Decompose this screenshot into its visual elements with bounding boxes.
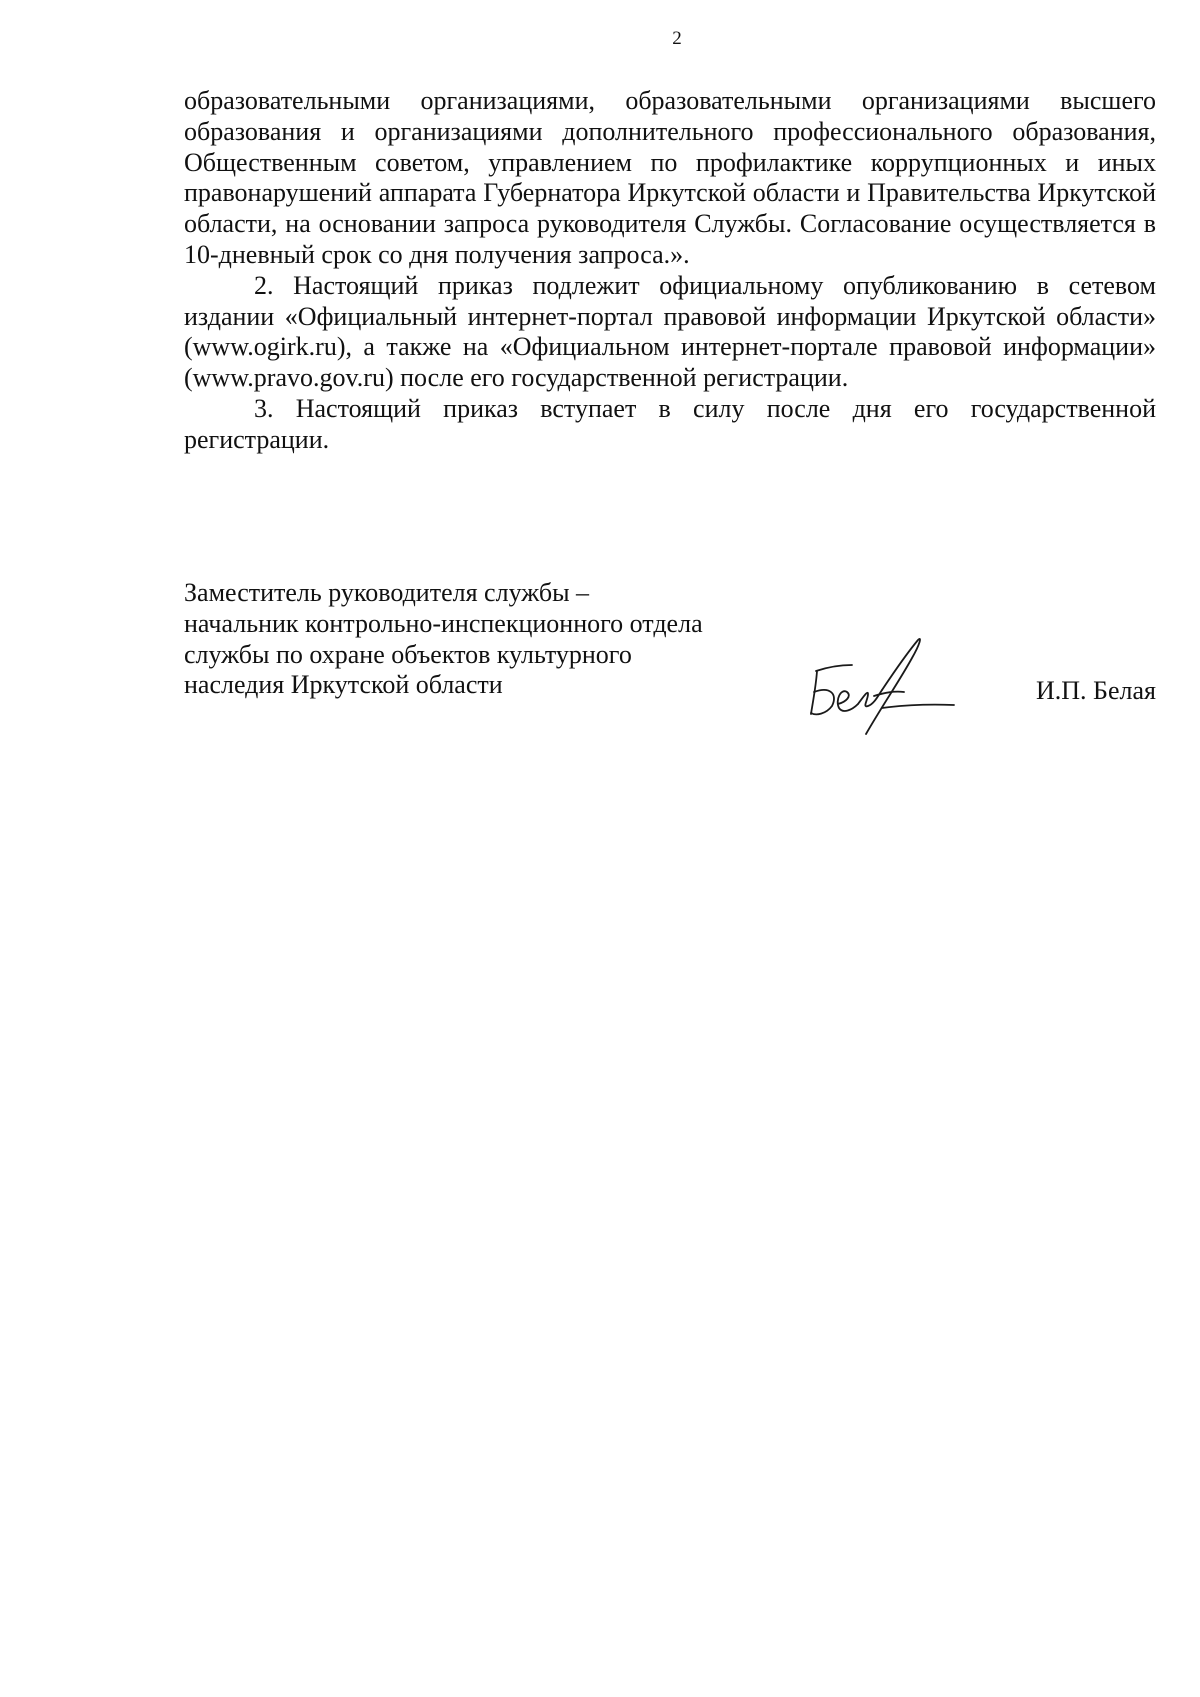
position-line: начальник контрольно-инспекционного отдела	[184, 608, 703, 638]
document-body	[184, 86, 1156, 456]
handwritten-signature	[808, 634, 958, 736]
paragraph-item-3: 3. Настоящий приказ вступает в силу после дня его государственной регистрации.	[184, 393, 1156, 454]
signature-block	[184, 578, 1156, 728]
position-line: Заместитель руководителя службы –	[184, 578, 590, 607]
signer-position-title	[184, 578, 784, 701]
paragraph-continuation: образовательными организациями, образовательными организациями высшего образования и организациями дополнительного профессионального образования, Общественным советом, управлением по профилактике коррупционных и иных правонарушений аппарата Губернатора Иркутской области и Правительства Иркутской области, на основании запроса руководителя Службы. Согласование осуществляется в 10-дневный срок со дня получения запроса.».	[184, 86, 1156, 269]
position-line: наследия Иркутской области	[184, 670, 503, 700]
position-line: службы по охране объектов культурного	[184, 639, 632, 669]
paragraph-item-2: 2. Настоящий приказ подлежит официальному опубликованию в сетевом издании «Официальный интернет-портал правовой информации Иркутской области» (www.ogirk.ru), а также на «Официальном интернет-портале правовой информации» (www.pravo.gov.ru) после его государственной регистрации.	[184, 270, 1156, 393]
page-number: 2	[672, 28, 682, 49]
signer-name: И.П. Белая	[1036, 676, 1156, 705]
